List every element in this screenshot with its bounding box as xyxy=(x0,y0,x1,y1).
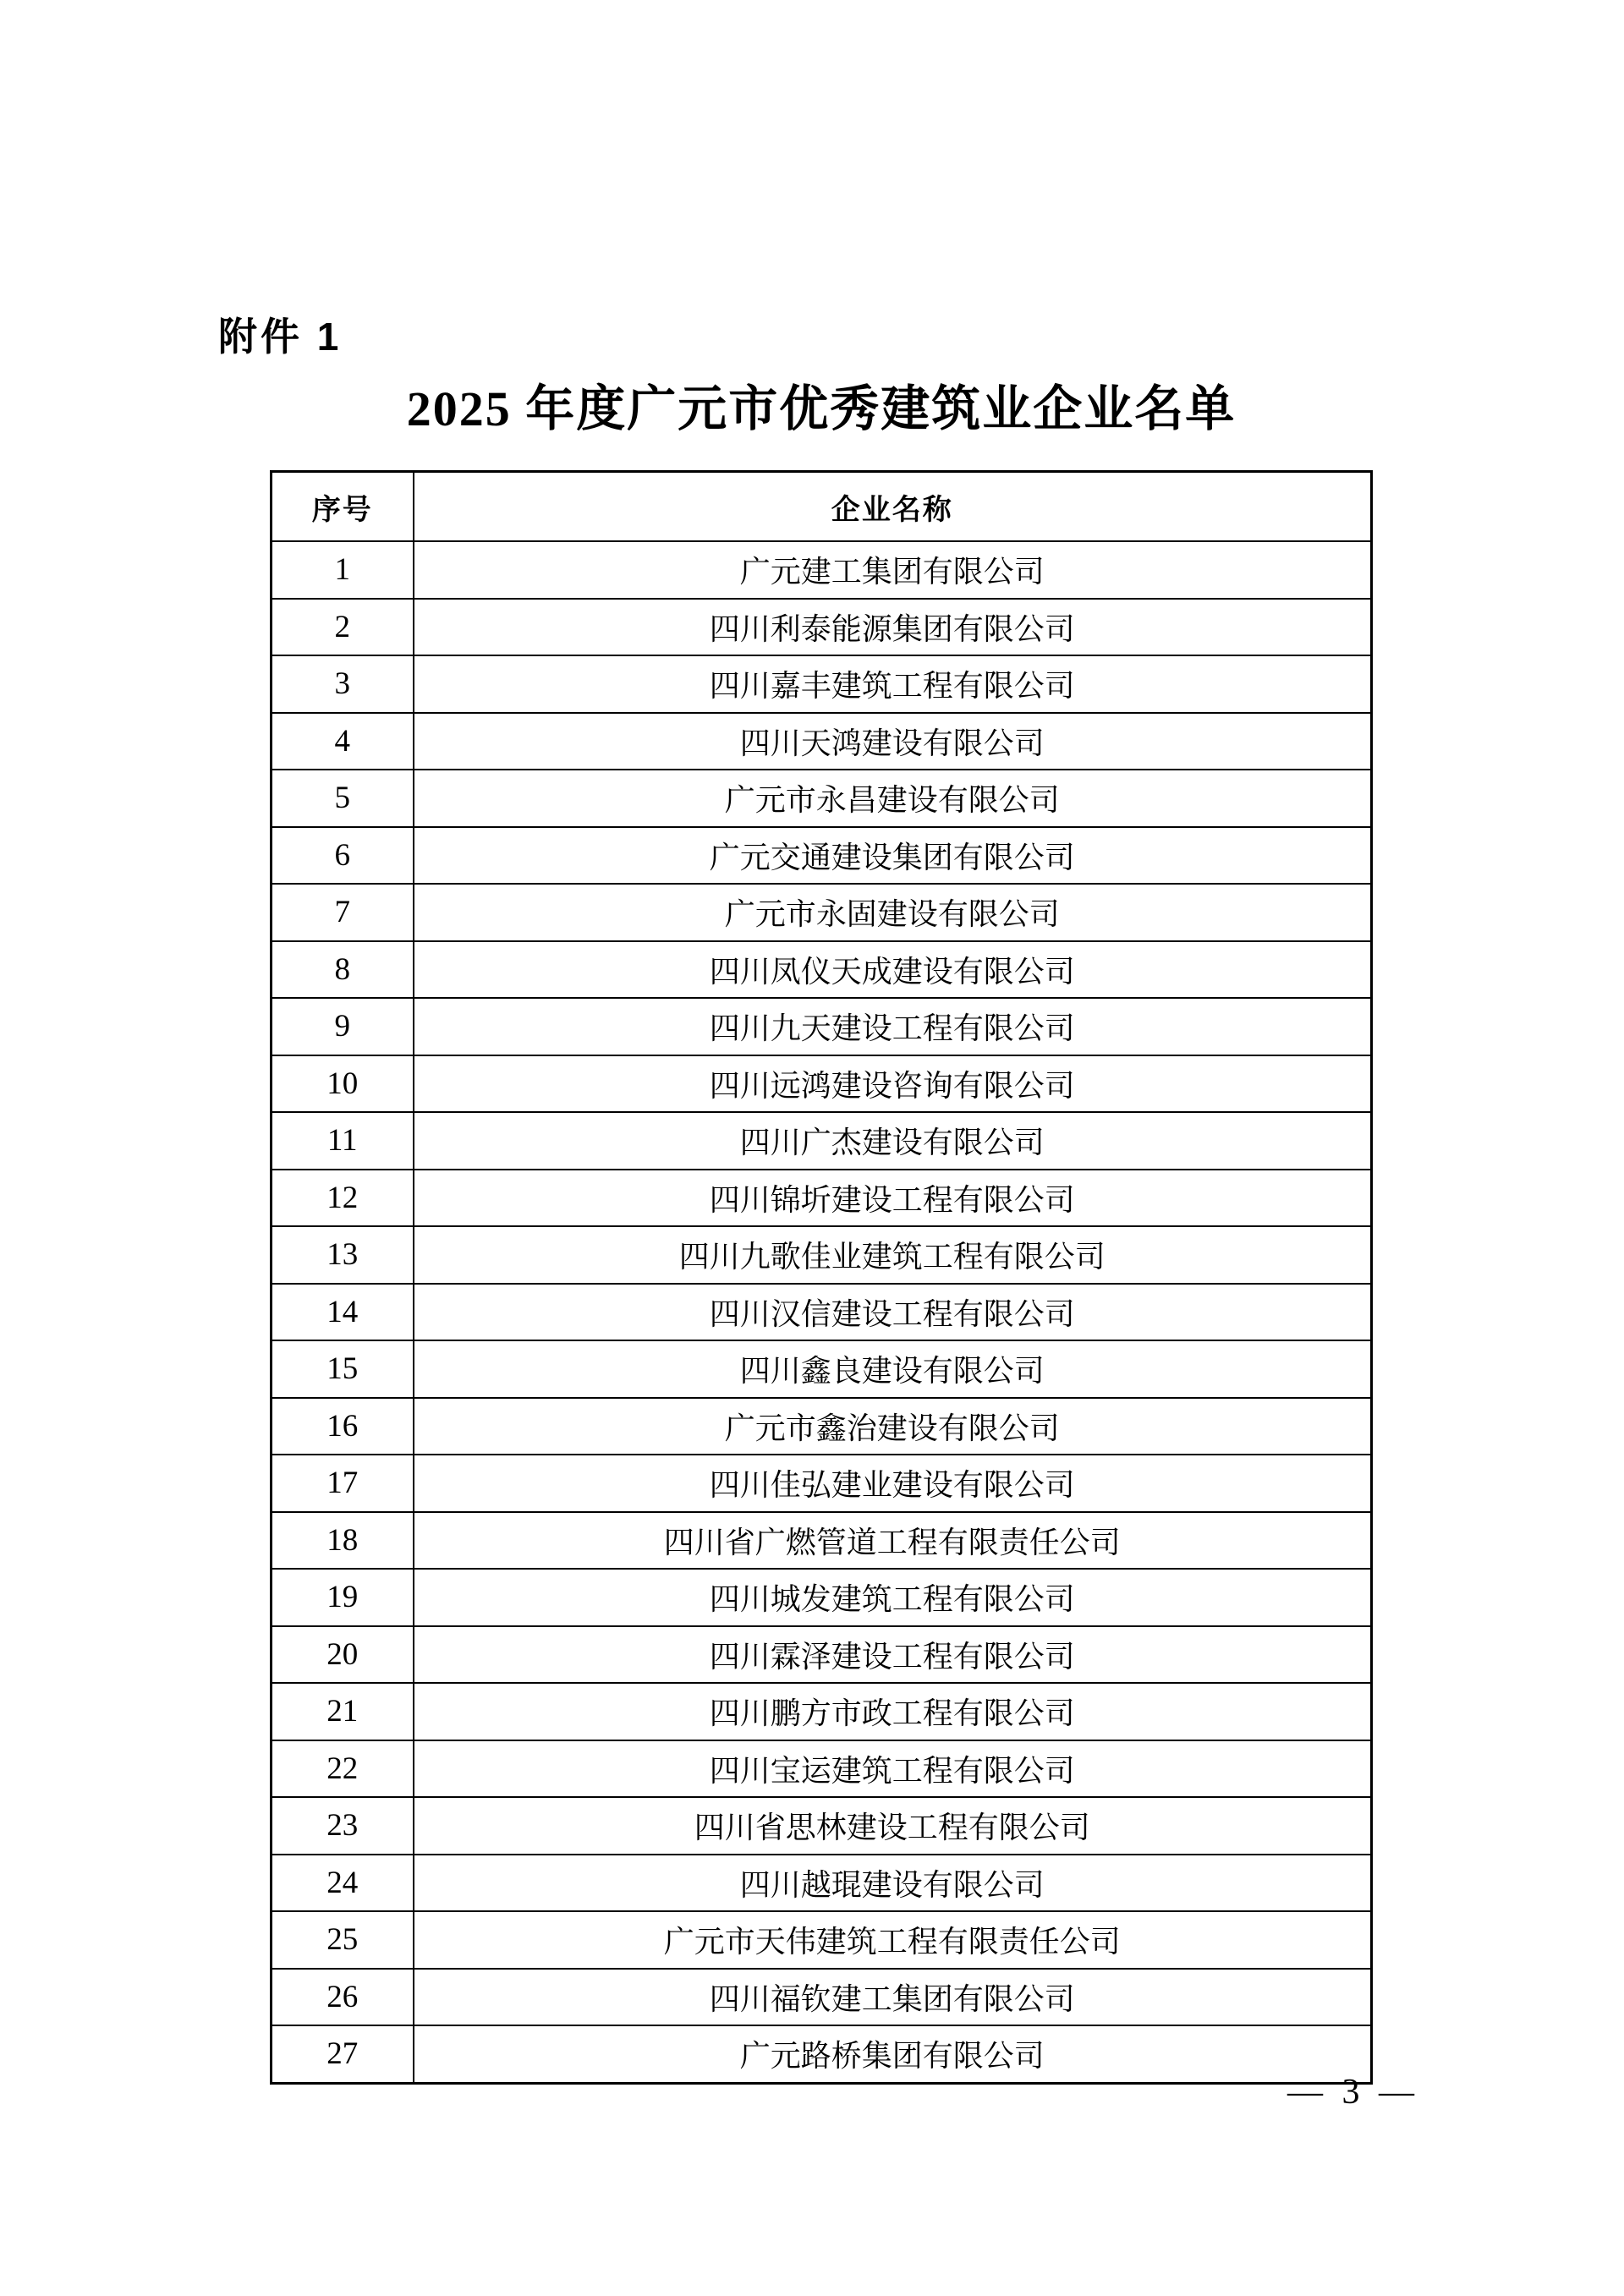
row-index-cell: 10 xyxy=(272,1055,414,1113)
company-name-cell: 四川九歌佳业建筑工程有限公司 xyxy=(414,1226,1372,1284)
table-row xyxy=(272,541,1372,599)
table-row xyxy=(272,941,1372,999)
company-name-cell: 广元市永固建设有限公司 xyxy=(414,884,1372,941)
row-index-cell: 16 xyxy=(272,1398,414,1455)
row-index-cell: 24 xyxy=(272,1855,414,1912)
table-row xyxy=(272,1112,1372,1170)
header-cell-company-name: 企业名称 xyxy=(414,472,1372,542)
company-name-cell: 四川城发建筑工程有限公司 xyxy=(414,1569,1372,1626)
company-name-cell: 四川凤仪天成建设有限公司 xyxy=(414,941,1372,999)
page-title: 2025 年度广元市优秀建筑业企业名单 xyxy=(406,381,1237,436)
row-index-cell: 15 xyxy=(272,1340,414,1398)
company-name-cell: 四川九天建设工程有限公司 xyxy=(414,998,1372,1055)
row-index-cell: 13 xyxy=(272,1226,414,1284)
company-name-cell: 广元路桥集团有限公司 xyxy=(414,2025,1372,2083)
table-row xyxy=(272,1569,1372,1626)
row-index-cell: 21 xyxy=(272,1683,414,1740)
row-index-cell: 8 xyxy=(272,941,414,999)
row-index-cell: 4 xyxy=(272,713,414,770)
table-header-row xyxy=(272,472,1372,542)
company-name-cell: 四川佳弘建业建设有限公司 xyxy=(414,1455,1372,1512)
row-index-cell: 12 xyxy=(272,1170,414,1227)
row-index-cell: 27 xyxy=(272,2025,414,2083)
table-row xyxy=(272,1398,1372,1455)
table-row xyxy=(272,1855,1372,1912)
company-name-cell: 四川天鸿建设有限公司 xyxy=(414,713,1372,770)
company-name-cell: 广元市天伟建筑工程有限责任公司 xyxy=(414,1911,1372,1969)
company-name-cell: 四川远鸿建设咨询有限公司 xyxy=(414,1055,1372,1113)
row-index-cell: 6 xyxy=(272,827,414,885)
company-name-cell: 四川福钦建工集团有限公司 xyxy=(414,1969,1372,2026)
table-body xyxy=(272,541,1372,2083)
table-row xyxy=(272,1340,1372,1398)
table-row xyxy=(272,884,1372,941)
company-name-cell: 广元市鑫治建设有限公司 xyxy=(414,1398,1372,1455)
table-header xyxy=(272,472,1372,542)
row-index-cell: 3 xyxy=(272,655,414,713)
row-index-cell: 18 xyxy=(272,1512,414,1570)
row-index-cell: 19 xyxy=(272,1569,414,1626)
table-row xyxy=(272,1512,1372,1570)
company-name-cell: 广元交通建设集团有限公司 xyxy=(414,827,1372,885)
table-row xyxy=(272,2025,1372,2083)
row-index-cell: 2 xyxy=(272,599,414,656)
row-index-cell: 9 xyxy=(272,998,414,1055)
table-row xyxy=(272,655,1372,713)
company-name-cell: 四川越琨建设有限公司 xyxy=(414,1855,1372,1912)
table-row xyxy=(272,827,1372,885)
table-row xyxy=(272,1170,1372,1227)
row-index-cell: 22 xyxy=(272,1740,414,1798)
row-index-cell: 11 xyxy=(272,1112,414,1170)
row-index-cell: 23 xyxy=(272,1797,414,1855)
header-cell-index: 序号 xyxy=(272,472,414,542)
row-index-cell: 7 xyxy=(272,884,414,941)
table-row xyxy=(272,1969,1372,2026)
company-name-cell: 四川霖泽建设工程有限公司 xyxy=(414,1626,1372,1684)
table-row xyxy=(272,713,1372,770)
company-name-cell: 四川鹏方市政工程有限公司 xyxy=(414,1683,1372,1740)
company-name-cell: 四川鑫良建设有限公司 xyxy=(414,1340,1372,1398)
company-table xyxy=(270,470,1373,2085)
company-name-cell: 四川宝运建筑工程有限公司 xyxy=(414,1740,1372,1798)
row-index-cell: 25 xyxy=(272,1911,414,1969)
company-name-cell: 四川省思林建设工程有限公司 xyxy=(414,1797,1372,1855)
table-row xyxy=(272,1455,1372,1512)
company-name-cell: 四川嘉丰建筑工程有限公司 xyxy=(414,655,1372,713)
row-index-cell: 17 xyxy=(272,1455,414,1512)
table-row xyxy=(272,1055,1372,1113)
company-name-cell: 四川锦圻建设工程有限公司 xyxy=(414,1170,1372,1227)
row-index-cell: 20 xyxy=(272,1626,414,1684)
page-number: — 3 — xyxy=(1287,2073,1419,2112)
row-index-cell: 14 xyxy=(272,1284,414,1341)
row-index-cell: 26 xyxy=(272,1969,414,2026)
table-row xyxy=(272,770,1372,827)
attachment-label: 附件 1 xyxy=(218,315,343,359)
table-row xyxy=(272,599,1372,656)
row-index-cell: 5 xyxy=(272,770,414,827)
company-name-cell: 四川利泰能源集团有限公司 xyxy=(414,599,1372,656)
table-row xyxy=(272,1683,1372,1740)
company-name-cell: 四川汉信建设工程有限公司 xyxy=(414,1284,1372,1341)
table-row xyxy=(272,1284,1372,1341)
company-name-cell: 四川广杰建设有限公司 xyxy=(414,1112,1372,1170)
table-row xyxy=(272,1626,1372,1684)
table-row xyxy=(272,1226,1372,1284)
row-index-cell: 1 xyxy=(272,541,414,599)
company-name-cell: 广元市永昌建设有限公司 xyxy=(414,770,1372,827)
table-row xyxy=(272,1740,1372,1798)
table-row xyxy=(272,1911,1372,1969)
company-name-cell: 四川省广燃管道工程有限责任公司 xyxy=(414,1512,1372,1570)
table-row xyxy=(272,998,1372,1055)
table-row xyxy=(272,1797,1372,1855)
company-name-cell: 广元建工集团有限公司 xyxy=(414,541,1372,599)
